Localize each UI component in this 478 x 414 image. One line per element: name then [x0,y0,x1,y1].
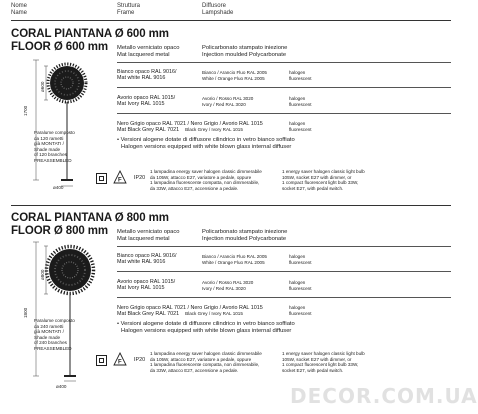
section1-double-insulation-icon [96,173,107,184]
section2-note-line5: of 240 branches [34,340,67,346]
section1-rule-1 [117,62,451,63]
section2-row2-shade [202,280,253,291]
section1-rule-3 [117,113,451,114]
section2-row3-frame-en: Mat Black Grey RAL 7021 [117,311,180,318]
section1-row1-frame [117,69,176,82]
section1-row2-type2: fluorescent [289,101,312,107]
section2-lamp-it-3: 1 lampadina fluorescente compatta, non dimmerabile, [150,362,260,368]
section1-frame-en: Mat lacquered metal [117,52,170,58]
section1-note-line3: già MONTATI / [34,141,64,147]
section1-shade-en: Injection moulded Polycarbonate [202,52,287,58]
section1-row2-frame [117,95,175,108]
section1-row1-type2: fluorescent [289,75,312,81]
section2-lamp-en-2: 105W, socket E27 with dimmer, or [282,356,352,362]
section2-frame-material [117,229,180,243]
section1-note-line1: Paralume composto [34,130,75,135]
section2-lamp-en-1: 1 energy saver halogen classic light bulb [282,351,365,356]
section1-lamp-it-3: 1 lampadina fluorescente compatta, non dimmerabile, [150,180,260,186]
section2-note-line1: Paralume composto [34,318,75,323]
section1-coral-shade [48,64,86,102]
section1-lamp-spec-it [150,169,262,191]
section2-ip-rating: IP20 [134,357,146,363]
section2-note-line3: già MONTATI / [34,329,64,335]
section2-row2-type [289,280,311,291]
section2-row2-frame-it: Avorio opaco RAL 1015/ [117,279,176,285]
section1-row3-frame [117,121,263,134]
header-rule [11,20,451,21]
section1-row3-type1: halogen [289,121,306,126]
section1-shade-material [202,45,287,59]
section2-lamp-it-2: da 105W, attacco E27, variatore a pedale, oppure [150,356,252,362]
section1-bullet-note [117,137,295,151]
section2-row1-frame-it: Bianco opaco RAL 9016/ [117,253,177,259]
section2-row3-type1: halogen [289,305,306,310]
section1-row1-type [289,70,311,81]
section2-lamp-spec-it [150,351,262,373]
section1-lamp-it-1: 1 lampadina energy saver halogen classic dimmerabile [150,169,262,174]
section2-f-mark-text: F [118,359,122,366]
section-divider [11,205,451,206]
section2-row3-frame [117,305,263,318]
section2-row1-shade-it: Bianco / Arancio Fluo RAL 2005 [202,254,267,259]
section2-row2-type1: halogen [289,280,306,285]
section1-lamp-en-1: 1 energy saver halogen classic light bulb [282,169,365,174]
section2-frame-it: Metallo verniciato opaco [117,229,180,235]
section2-title-line2: FLOOR Ø 800 mm [11,224,109,237]
section1-ip-rating: IP20 [134,175,146,181]
section1-lamp-it-2: da 105W, attacco E27, variatore a pedale, oppure [150,174,252,180]
section2-row1-frame-en: Mat white RAL 9016 [117,259,166,266]
section2-shade-material [202,229,287,243]
section1-row3-frame-en: Mat Black Grey RAL 7021 [117,127,180,134]
section2-double-insulation-icon [96,355,107,366]
section2-row3-frame-it: Nero Grigio opaco RAL 7021 / Nero Grigio / Avorio RAL 1015 [117,305,263,311]
section2-row2-frame-en: Mat Ivory RAL 1015 [117,285,165,292]
section1-dim-base: ø400 [53,185,64,190]
section1-dim-height: 1700 [23,105,28,116]
section1-row1-frame-it: Bianco opaco RAL 9016/ [117,69,177,75]
section1-note-line4: Shade made [34,146,61,152]
section2-title-line1: CORAL PIANTANA Ø 800 mm [11,212,169,224]
section1-lamp-en-3: 1 compact fluorescent light bulb 33W, [282,180,359,186]
section2-row1-type2: fluorescent [289,259,312,265]
section2-bullet-note [117,321,295,335]
section1-row2-frame-it: Avorio opaco RAL 1015/ [117,95,176,101]
section2-row2-shade-it: Avorio / Rosso RAL 3020 [202,280,254,285]
section1-frame-it: Metallo verniciato opaco [117,45,180,51]
section2-note-line4: Shade made [34,334,61,340]
section2-row1-shade-en: White / Orange Fluo RAL 2005 [202,259,265,265]
section2-row3-type2: fluorescent [289,310,312,316]
section1-f-mark-text: F [118,177,122,184]
section2-rule-1 [117,246,451,247]
section2-shade-it: Policarbonato stampato iniezione [202,229,288,235]
section1-row2-type1: halogen [289,96,306,101]
section2-shade-en: Injection moulded Polycarbonate [202,236,287,242]
section2-dim-height: 1800 [23,307,28,318]
section2-row1-type [289,254,311,265]
section1-rule-2 [117,87,451,88]
section1-bullet-it: • Versioni alogene dotate di diffusore cilindrico in vetro bianco soffiato [117,137,295,143]
section1-row2-shade [202,96,253,107]
section2-lamp-it-1: 1 lampadina energy saver halogen classic dimmerabile [150,351,262,356]
section1-row3-type [289,121,311,132]
section1-shade-it: Policarbonato stampato iniezione [202,45,288,51]
section1-row1-type1: halogen [289,70,306,75]
section1-note-line5: of 120 branches [34,152,67,158]
section1-note-line6: PREASSEMBLED [34,157,72,163]
section1-title-line1: CORAL PIANTANA Ø 600 mm [11,28,169,40]
section1-floor-lamp-drawing [10,56,110,192]
header-shade-en: Lampshade [202,10,234,17]
section2-row3-type [289,305,311,316]
section1-row1-shade-en: White / Orange Fluo RAL 2005 [202,75,265,81]
header-frame-it: Struttura [117,3,141,9]
section2-row2-shade-en: Ivory / Red RAL 3020 [202,285,246,291]
header-col-frame [117,3,140,17]
section2-row3-shade-en: Black Grey / Ivory RAL 1015 [185,311,243,317]
section1-row1-shade-it: Bianco / Arancio Fluo RAL 2005 [202,70,267,75]
section2-row2-frame [117,279,175,292]
section1-row2-type [289,96,311,107]
section1-row1-shade [202,70,267,81]
section1-row2-frame-en: Mat Ivory RAL 1015 [117,101,165,108]
header-name-en: Name [11,10,28,17]
section1-lamp-spec-en [282,169,365,191]
section1-dim-shade: ø600 [40,81,45,92]
section1-lamp-en-4: socket E27, with pedal switch. [282,185,344,191]
section2-rule-2 [117,271,451,272]
section2-frame-en: Mat lacquered metal [117,236,170,242]
header-col-name [11,3,27,17]
section2-lamp-it-4: da 33W, attacco E27, accensione a pedale. [150,367,239,373]
section1-row2-shade-it: Avorio / Rosso RAL 3020 [202,96,254,101]
header-name-it: Nome [11,3,28,9]
section1-row3-frame-it: Nero Grigio opaco RAL 7021 / Nero Grigio / Avorio RAL 1015 [117,121,263,127]
section1-row2-shade-en: Ivory / Red RAL 3020 [202,101,246,107]
section1-lamp-it-4: da 33W, attacco E27, accensione a pedale. [150,185,239,191]
section1-frame-material [117,45,180,59]
section2-dim-base: ø400 [56,384,67,389]
section1-note-line2: da 120 rametti [34,135,64,141]
section2-row1-type1: halogen [289,254,306,259]
section2-bullet-en: Halogen versions equipped with white blown glass internal diffuser [121,328,292,334]
section1-lamp-base [61,179,73,181]
section2-note-line2: da 240 rametti [34,323,64,329]
watermark: DECOR.COM.UA [290,384,478,408]
section2-row2-type2: fluorescent [289,285,312,291]
section2-coral-shade [47,247,94,294]
section1-row3-line2 [117,127,263,133]
section2-f-mark-icon [113,352,126,365]
section2-note-line6: PREASSEMBLED [34,345,72,351]
header-shade-it: Diffusore [202,3,226,9]
section2-row1-shade [202,254,267,265]
section1-bullet-en: Halogen versions equipped with white blown glass internal diffuser [121,144,292,150]
section1-title-line2: FLOOR Ø 600 mm [11,40,109,53]
section2-lamp-en-4: socket E27, with pedal switch. [282,367,344,373]
section2-rule-3 [117,297,451,298]
section1-row3-type2: fluorescent [289,126,312,132]
section1-lamp-en-2: 105W, socket E27 with dimmer, or [282,174,352,180]
section1-row3-shade-en: Black Grey / Ivory RAL 1015 [185,127,243,133]
section1-row1-frame-en: Mat white RAL 9016 [117,75,166,82]
header-col-shade [202,3,233,17]
section1-f-mark-icon [113,170,126,183]
section2-row1-frame [117,253,176,266]
header-frame-en: Frame [117,10,135,17]
section2-row3-line2 [117,311,263,317]
section2-lamp-base [64,375,76,377]
section2-bullet-it: • Versioni alogene dotate di diffusore cilindrico in vetro bianco soffiato [117,321,295,327]
section2-dim-shade: ø800 [40,269,45,280]
section2-lamp-en-3: 1 compact fluorescent light bulb 33W, [282,362,359,368]
section2-lamp-spec-en [282,351,365,373]
